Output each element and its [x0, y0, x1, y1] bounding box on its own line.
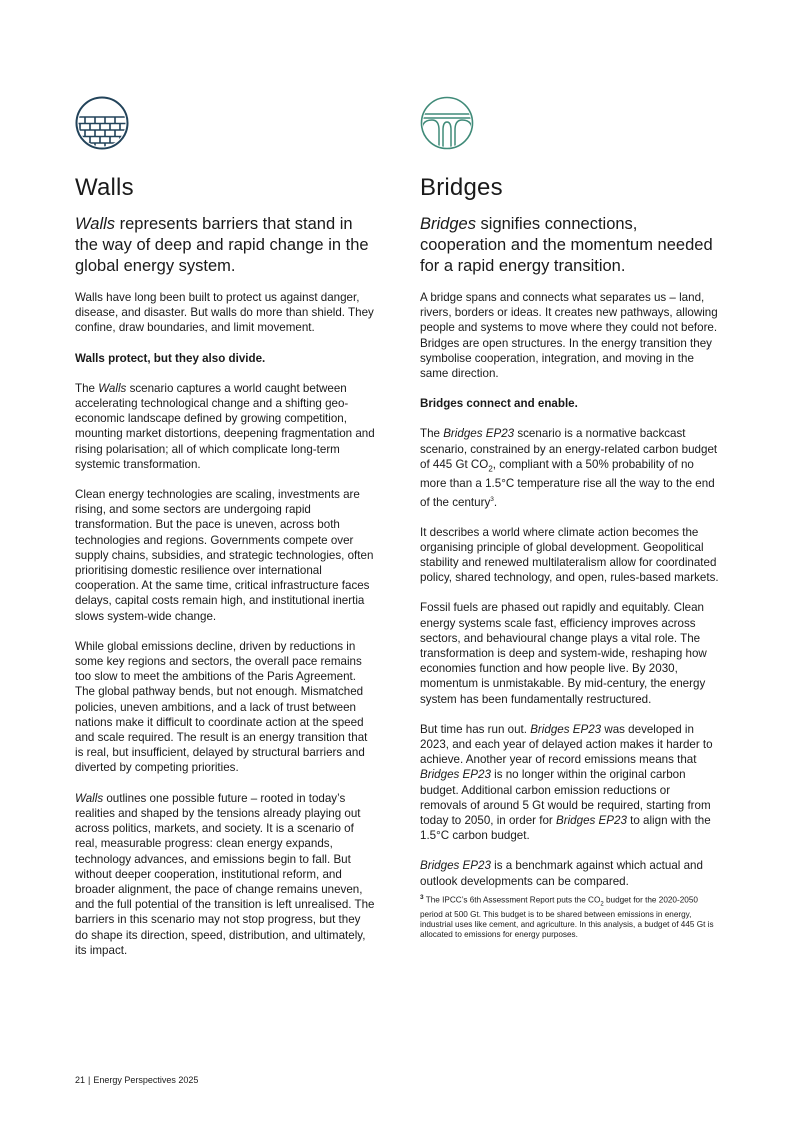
- footnote: $^3$ The IPCC’s 6th Assessment Report puts the $CO_2$ budget for the 2020-2050 period at 500 Gt. This budget is to be shared between emissions in energy, industrial uses like cement, and agriculture. In this analysis, a budget of 445 Gt is allocated to emissions for energy purposes.: [420, 893, 714, 940]
- bridges-lead-em: Bridges: [420, 215, 476, 233]
- walls-column: [75, 96, 375, 973]
- bridges-paragraph-4: Fossil fuels are phased out rapidly and equitably. Clean energy systems scale fast, efficiency improves across sectors, and behavioural change plays a vital role. The transformation is deep and system-wide, reshaping how economies function and how people live. By 2030, momentum is unmistakable. By mid-century, the energy system has been fundamentally restructured.: [420, 601, 707, 706]
- page-footer: [75, 1075, 198, 1085]
- footnote-ref[interactable]: 3: [490, 495, 494, 503]
- bridges-paragraph-2: The Bridges EP23 scenario is a normative backcast scenario, constrained by an energy-related carbon budget of 445 Gt $CO_2$, compliant with a 50% probability of no more than a 1.5°C temperature rise all the way to the end of the century$^3$.: [420, 427, 718, 509]
- bridge-arches-icon: [420, 96, 474, 150]
- bridges-paragraph-6: Bridges EP23 is a benchmark against which actual and outlook developments can be compared.: [420, 859, 703, 888]
- walls-body: [75, 290, 375, 958]
- walls-subheading: Walls protect, but they also divide.: [75, 351, 266, 365]
- bridges-paragraph-5: But time has run out. Bridges EP23 was developed in 2023, and each year of delayed action makes it harder to achieve. Another year of record emissions means that Bridges EP23 is no longer within the original carbon budget. Additional carbon emission reductions or removals of around 5 Gt would be required, starting from today to 2050, in order for Bridges EP23 to align with the 1.5°C carbon budget.: [420, 722, 713, 843]
- walls-paragraph-1: Walls have long been built to protect us against danger, disease, and disaster. But walls do more than shield. They confine, draw boundaries, and limit movement.: [75, 291, 374, 335]
- walls-lead-rest: represents barriers that stand in the way of deep and rapid change in the global energy system.: [75, 215, 369, 275]
- bridges-paragraph-1: A bridge spans and connects what separates us – land, rivers, borders or ideas. It creates new pathways, allowing people and systems to move where they could not before. Bridges are open structures. In the energy transition they symbolise cooperation, integration, and moving in the same direction.: [420, 291, 718, 381]
- walls-paragraph-3: Clean energy technologies are scaling, investments are rising, and some sectors are undergoing rapid transformation. But the pace is uneven, across both technologies and regions. Governments compete over supply chains, subsidies, and strategic technologies, often prioritising domestic resilience over international cooperation. At the same time, critical infrastructure faces delays, capital costs remain high, and institutional inertia slows system-wide change.: [75, 488, 374, 623]
- bridges-lead-rest: signifies connections, cooperation and the momentum needed for a rapid energy transition.: [420, 215, 713, 275]
- walls-paragraph-2: The Walls scenario captures a world caught between accelerating technological change and a shifting geo-economic landscape defined by growing competition, mounting market distortions, deepening fragmentation and rising polarisation; all of which complicate long-term systemic transformation.: [75, 381, 375, 471]
- publication-title: Energy Perspectives 2025: [93, 1075, 199, 1085]
- walls-paragraph-5: Walls outlines one possible future – rooted in today’s realities and shaped by the tensions already playing out across politics, markets, and society. It is a scenario of real, measurable progress: clean energy expands, technology advances, and emissions begin to fall. But without deeper cooperation, institutional reform, and broader alignment, the pace of change remains uneven, and the full potential of the transition is left unrealised. The barriers in this scenario may not stop progress, but they do shape its direction, speed, distribution, and ultimately, its impact.: [75, 791, 375, 957]
- walls-lead: [75, 214, 375, 277]
- bridges-body: [420, 290, 720, 941]
- bridges-paragraph-3: It describes a world where climate action becomes the organising principle of global development. Geopolitical stability and renewed multilateralism allow for coordinated policy, shared technology, and open, rules-based markets.: [420, 525, 719, 585]
- walls-heading: Walls: [75, 174, 134, 201]
- footer-separator: |: [88, 1075, 91, 1085]
- bridges-column: [420, 96, 720, 941]
- bridges-subheading: Bridges connect and enable.: [420, 397, 578, 411]
- walls-paragraph-4: While global emissions decline, driven by reductions in some key regions and sectors, the overall pace remains too slow to meet the ambitions of the Paris Agreement. The global pathway bends, but not enough. Mismatched policies, uneven ambitions, and a lack of trust between nations make it difficult to coordinate action at the speed and scale required. The result is an energy transition that is real, but insufficient, delayed by structural barriers and diverted by competing priorities.: [75, 639, 368, 775]
- brick-wall-icon: [75, 96, 129, 150]
- bridges-heading: Bridges: [420, 174, 503, 201]
- bridges-lead: [420, 214, 720, 277]
- page-number: 21: [75, 1075, 86, 1085]
- walls-lead-em: Walls: [75, 215, 116, 233]
